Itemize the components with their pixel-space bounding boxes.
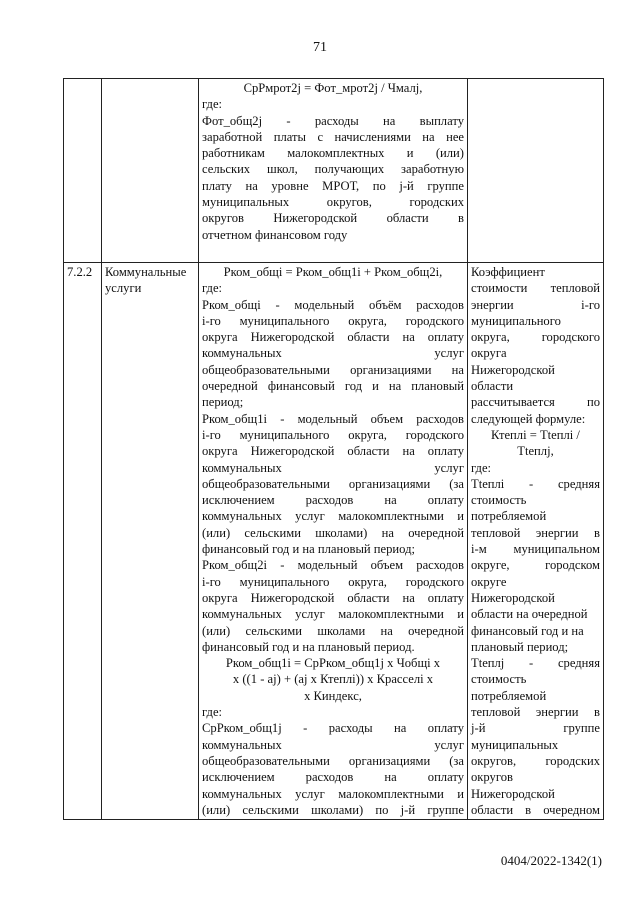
item-name-line: услуги [105,281,142,296]
page-number: 71 [313,40,327,55]
coef-line: тепловой энергии в [471,705,600,720]
formula-srp-mrot: СрРмрот2j = Фот_мрот2j / Чмалj, [243,81,423,95]
coef-line: следующей формуле: [471,411,586,426]
coef-line: стоимости тепловой [471,281,600,296]
coef-line: рассчитывается по [471,395,600,410]
text-line: коммунальных услуг малокомплектными и [202,607,464,622]
coef-line: области в очередном [471,802,600,817]
where-label: где: [202,97,223,112]
text-line: общеобразовательными организациями (за [202,476,464,491]
where-label: где: [202,281,223,296]
text-line: Рком_общ1i - модельный объем расходов [202,411,464,426]
coef-line: j-й группе [471,721,600,736]
formula-rkom-1-line: Рком_общ1i = СрРком_общ1j х Чобщi х [225,656,441,671]
row1-name-cell [102,79,199,263]
definition-line: плату на уровне МРОТ, по j-й группе [202,178,464,193]
coef-line: муниципальных [471,737,559,752]
coef-line: i-м муниципальном [471,542,600,557]
text-line: коммунальных услуг [202,737,464,752]
row2-name-cell [102,263,199,820]
item-name-line: Коммунальные [105,265,187,279]
text-line: общеобразовательными организациями на [202,362,464,377]
text-line: коммунальных услуг малокомплектными и [202,509,464,524]
text-line: (или) сельскими школами) по j-й группе [202,802,464,817]
coef-line: Нижегородской [471,362,555,377]
text-line: коммунальных услуг малокомплектными и [202,786,464,801]
coef-line: тепловой энергии в [471,525,600,540]
definition-line: сельских школ, получающих заработную [202,162,464,177]
coef-line: финансовый год и на [471,623,584,638]
definition-line: Фот_общ2j - расходы на выплату [202,113,464,128]
coef-line: округов [471,770,513,785]
coef-line: Тteплi - средняя [471,476,600,491]
text-line: (или) сельскими школами на очередной [202,623,464,638]
coef-line: Нижегородской [471,590,555,605]
text-line: общеобразовательными организациями (за [202,753,464,768]
definition-line: муниципальных округов, городских [202,195,464,210]
row1-coefficient-cell [468,79,604,263]
definition-line: работникам малокомплектных и (или) [202,146,464,161]
definition-line: округов Нижегородской области в [202,211,464,226]
text-line: период; [202,395,244,410]
where-label: где: [202,705,223,720]
table-row-utilities [64,263,604,820]
coef-line: округе, городском [471,558,600,573]
coef-line: энергии i-го [471,297,600,312]
formula-ktepl-line: Тteплj, [517,444,554,459]
definition-line: отчетном финансовом году [202,227,348,242]
text-line: округа Нижегородской области на оплату [202,444,464,459]
table-row-continued [64,79,604,263]
text-line: округа Нижегородской области на оплату [202,330,464,345]
item-number: 7.2.2 [67,265,93,279]
text-line: i-го муниципального округа, городского [202,313,464,328]
text-line: финансовый год и на плановый период. [202,639,415,654]
formula-rkom-total: Рком_общi = Рком_общ1i + Рком_общ2i, [223,265,443,279]
where-label: где: [471,460,492,475]
row2-number-cell [64,263,102,820]
coef-line: округа [471,346,507,361]
text-line: исключением расходов на оплату [202,493,464,508]
text-line: (или) сельскими школами) на очередной [202,525,464,540]
text-line: Рком_общ2i - модельный объем расходов [202,558,464,573]
text-line: коммунальных услуг [202,460,464,475]
coef-line: муниципального [471,313,561,328]
row2-description-cell [199,263,468,820]
coef-line: плановый период; [471,639,569,654]
text-line: коммунальных услуг [202,346,464,361]
coef-line: потребляемой [471,509,547,524]
coef-line: стоимость [471,493,527,508]
text-line: исключением расходов на оплату [202,770,464,785]
methodology-table [63,78,604,820]
coef-line: области [471,379,514,394]
coef-line: потребляемой [471,688,547,703]
coef-line: округе [471,574,507,589]
coef-line: округов, городских [471,753,600,768]
text-line: округа Нижегородской области на оплату [202,590,464,605]
text-line: очередной финансовый год и на плановый [202,379,464,394]
text-line: i-го муниципального округа, городского [202,427,464,442]
document-code: 0404/2022-1342(1) [500,853,602,868]
formula-rkom-1-line: х ((1 - aj) + (aj х Ктеплi)) х Красселi х [232,672,434,687]
formula-rkom-1-line: х Киндекс, [304,688,362,703]
coef-line: Нижегородской [471,786,555,801]
row1-description-cell [199,79,468,263]
coef-line: области на очередной [471,607,588,622]
coef-line: округа, городского [471,330,600,345]
text-line: финансовый год и на плановый период; [202,542,416,557]
text-line: i-го муниципального округа, городского [202,574,464,589]
text-line: СрРком_общ1j - расходы на оплату [202,721,464,736]
coef-line: стоимость [471,672,527,687]
row1-number-cell [64,79,102,263]
definition-line: заработной платы с начислениями на нее [202,129,464,144]
row2-coefficient-cell [468,263,604,820]
text-line: Рком_общi - модельный объём расходов [202,297,464,312]
formula-ktepl-line: Ктеплi = Тteплi / [491,427,580,442]
coef-line: Тteплj - средняя [471,656,600,671]
coef-line: Коэффициент [471,265,545,279]
